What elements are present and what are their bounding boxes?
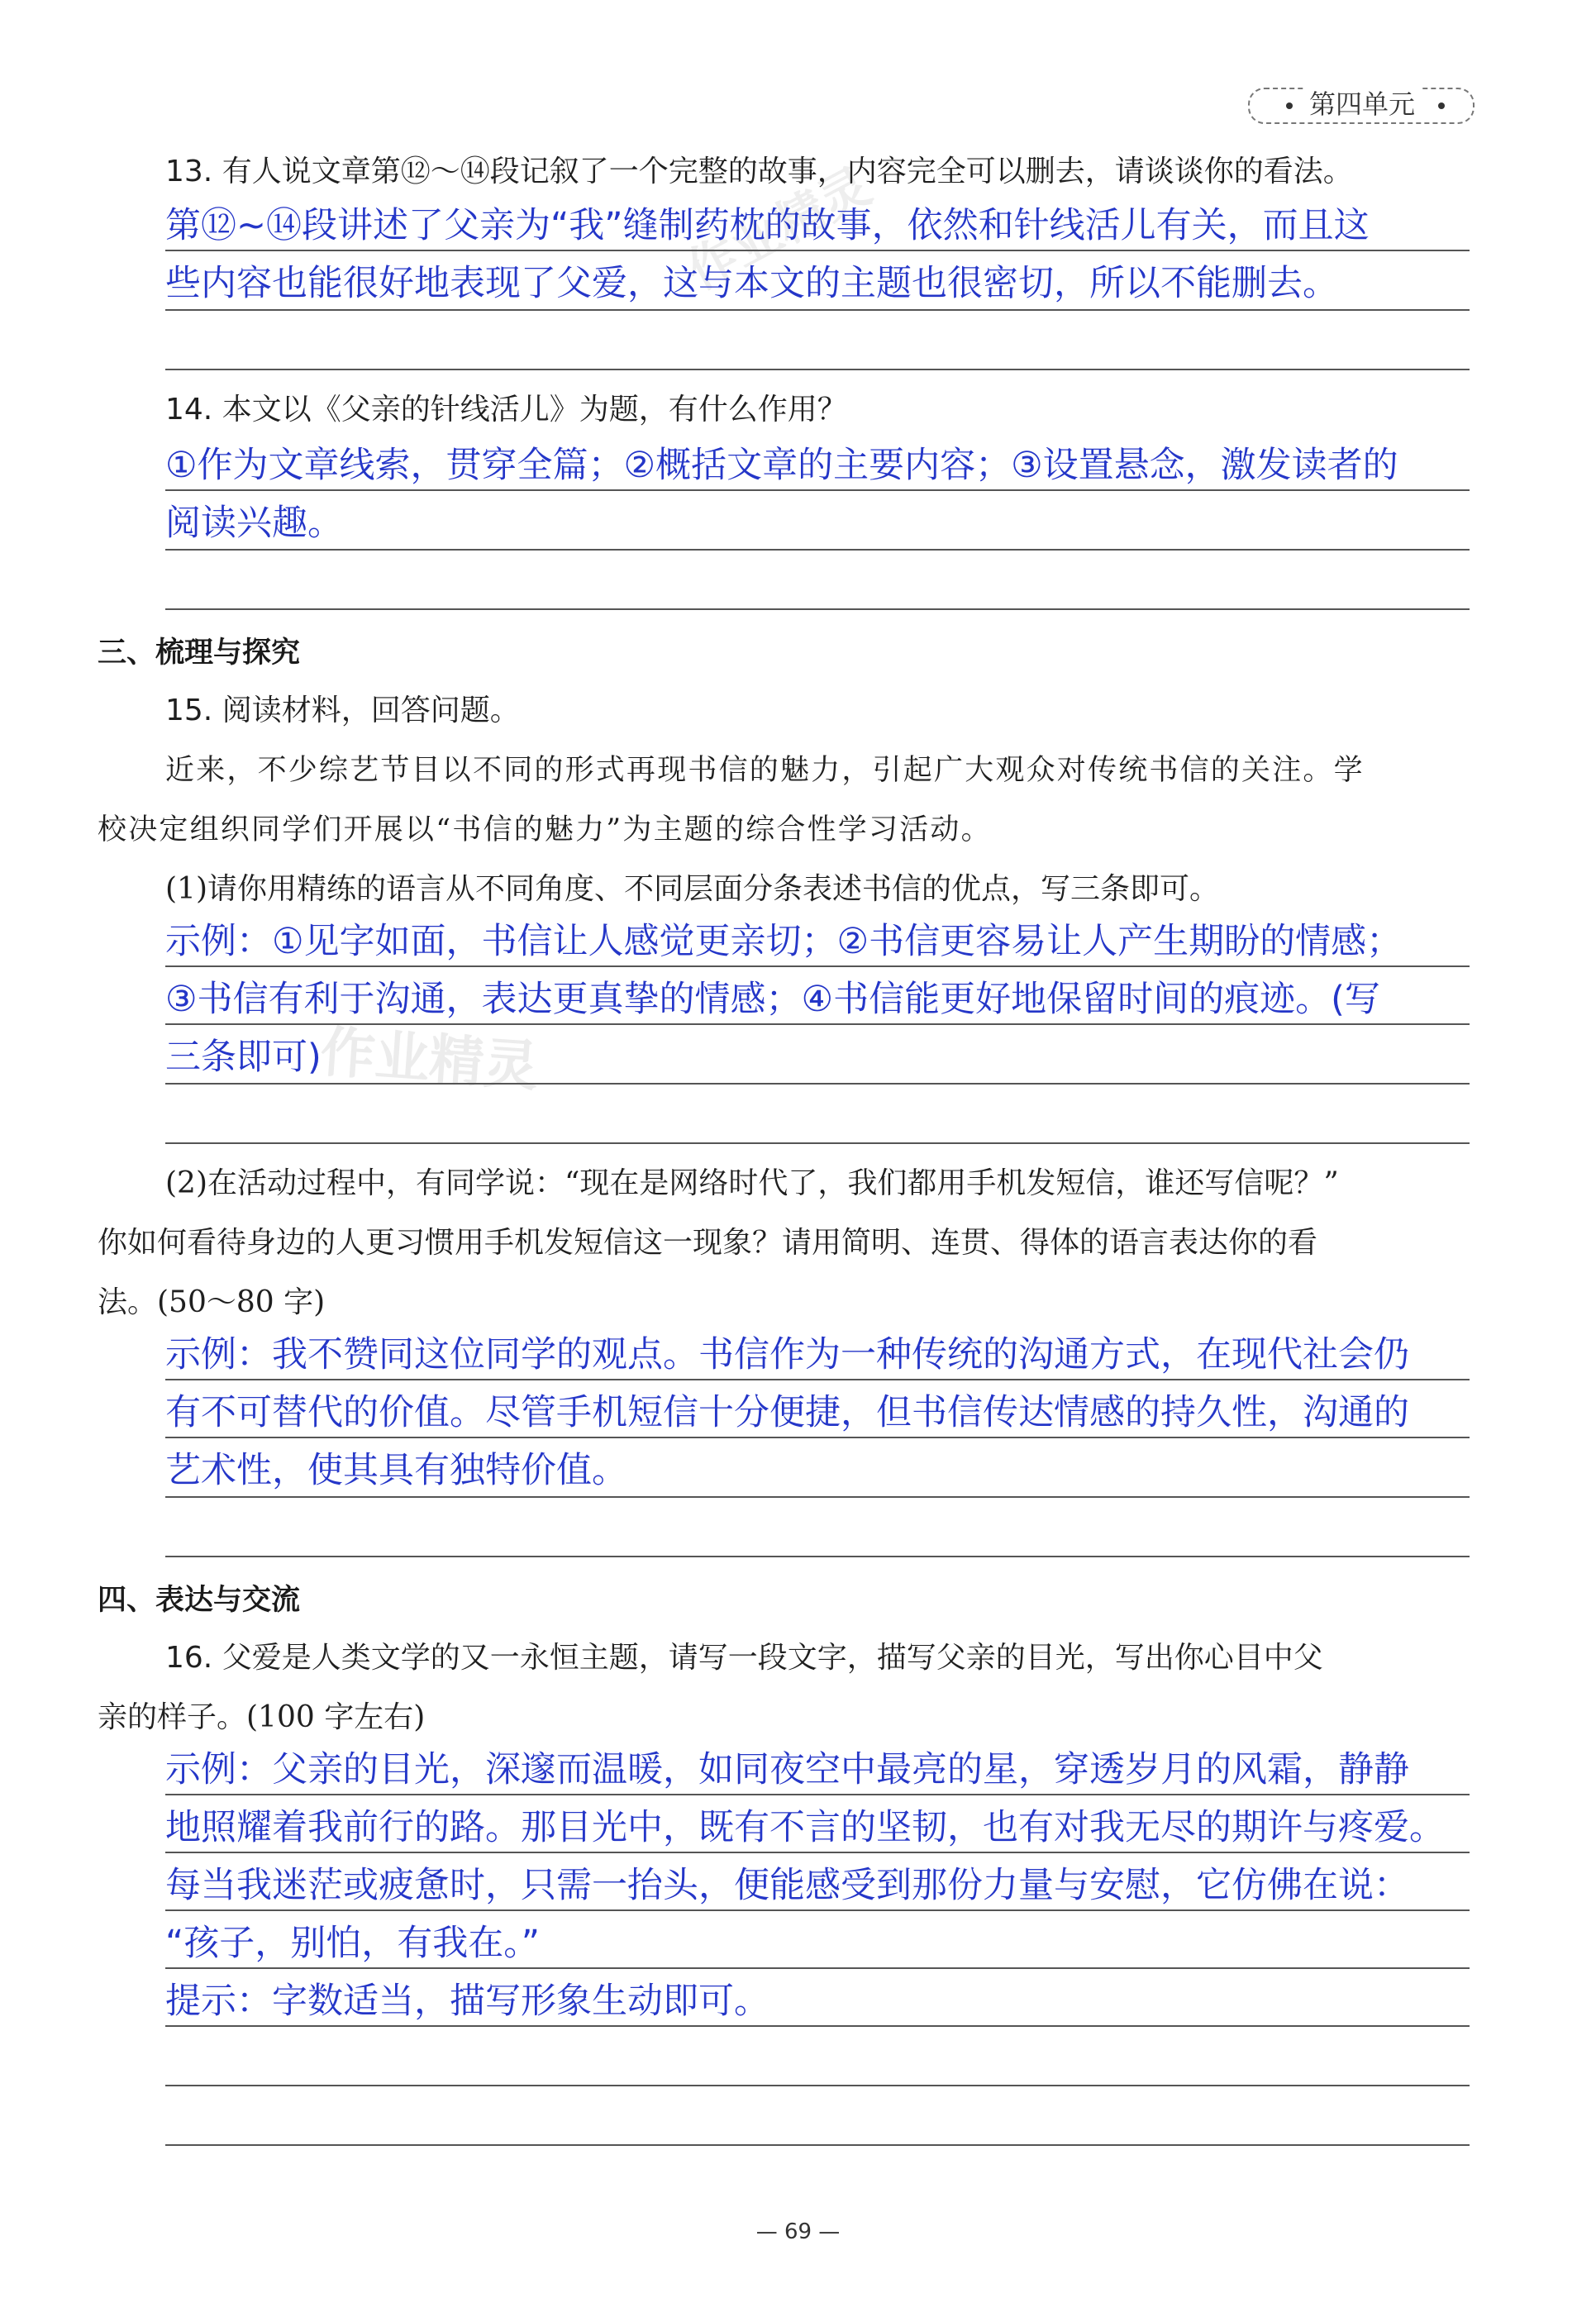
answer-line: 有不可替代的价值。尽管手机短信十分便捷，但书信传达情感的持久性，沟通的 [165, 1392, 1409, 1433]
answer-rule [165, 250, 1470, 251]
unit-title: 第四单元 [1304, 86, 1420, 122]
answer-line: 示例：我不赞同这位同学的观点。书信作为一种传统的沟通方式，在现代社会仍 [165, 1334, 1409, 1375]
answer-rule [165, 608, 1470, 610]
answer-line: 三条即可) [165, 1037, 322, 1078]
question-number: 14. [165, 393, 213, 427]
answer-rule [165, 1023, 1470, 1025]
sub-question-2-line: 你如何看待身边的人更习惯用手机发短信这一现象？请用简明、连贯、得体的语言表达你的看 [98, 1226, 1318, 1260]
material-line: 近来，不少综艺节目以不同的形式再现书信的魅力，引起广大观众对传统书信的关注。学 [165, 754, 1365, 787]
answer-line: “孩子，别怕，有我在。” [165, 1923, 541, 1964]
answer-rule [165, 1909, 1470, 1911]
answer-line: 艺术性，使其具有独特价值。 [165, 1450, 627, 1491]
unit-tag-dot [1286, 103, 1293, 109]
answer-rule [165, 1794, 1470, 1795]
material-line: 校决定组织同学们开展以“书信的魅力”为主题的综合性学习活动。 [98, 813, 992, 846]
question-number: 15. [165, 694, 213, 727]
question-14 [165, 392, 847, 428]
sub-question-2-line: 法。(50～80 字) [98, 1285, 326, 1319]
answer-line: 阅读兴趣。 [165, 503, 343, 544]
sub-question-1: (1)请你用精练的语言从不同角度、不同层面分条表述书信的优点，写三条即可。 [165, 872, 1219, 906]
watermark: 作业精灵 [318, 1019, 541, 1099]
answer-rule [165, 1142, 1470, 1144]
question-15 [165, 693, 520, 729]
answer-line: ①作为文章线索，贯穿全篇；②概括文章的主要内容；③设置悬念，激发读者的 [165, 445, 1398, 486]
answer-rule [165, 489, 1470, 491]
sub-question-2-line: (2)在活动过程中，有同学说：“现在是网络时代了，我们都用手机发短信，谁还写信呢？” [165, 1166, 1339, 1200]
answer-line: 地照耀着我前行的路。那目光中，既有不言的坚韧，也有对我无尽的期许与疼爱。 [165, 1807, 1445, 1848]
answer-rule [165, 1852, 1470, 1853]
question-text: 阅读材料，回答问题。 [222, 694, 520, 727]
unit-tag-dot [1438, 103, 1445, 109]
watermark: 作业精灵 [677, 157, 880, 302]
answer-rule [165, 1556, 1470, 1557]
section-title: 四、表达与交流 [98, 1584, 301, 1617]
answer-rule [165, 309, 1470, 311]
answer-rule [165, 1437, 1470, 1438]
question-text: 亲的样子。(100 字左右) [98, 1700, 426, 1734]
answer-line: 些内容也能很好地表现了父爱，这与本文的主题也很密切，所以不能删去。 [165, 263, 1338, 304]
section-title: 三、梳理与探究 [98, 636, 301, 670]
answer-line: 提示：字数适当，描写形象生动即可。 [165, 1981, 769, 2022]
question-text: 父爱是人类文学的又一永恒主题，请写一段文字，描写父亲的目光，写出你心目中父 [222, 1641, 1323, 1675]
question-text: 有人说文章第⑫～⑭段记叙了一个完整的故事，内容完全可以删去，请谈谈你的看法。 [222, 155, 1353, 188]
answer-line: ③书信有利于沟通，表达更真挚的情感；④书信能更好地保留时间的痕迹。(写 [165, 979, 1380, 1020]
answer-rule [165, 1083, 1470, 1085]
answer-rule [165, 965, 1470, 967]
answer-rule [165, 1967, 1470, 1969]
answer-rule [165, 2144, 1470, 2146]
answer-rule [165, 2025, 1470, 2027]
answer-line: 示例：①见字如面，书信让人感觉更亲切；②书信更容易让人产生期盼的情感； [165, 921, 1403, 962]
page-number-value: 69 [784, 2219, 812, 2244]
answer-line: 示例：父亲的目光，深邃而温暖，如同夜空中最亮的星，穿透岁月的风霜，静静 [165, 1749, 1409, 1790]
answer-rule [165, 549, 1470, 551]
question-number: 16. [165, 1641, 213, 1675]
answer-line: 每当我迷茫或疲惫时，只需一抬头，便能感受到那份力量与安慰，它仿佛在说： [165, 1865, 1409, 1906]
page-number: — 69 — [755, 2219, 841, 2244]
answer-rule [165, 1379, 1470, 1380]
answer-line: 第⑫~⑭段讲述了父亲为“我”缝制药枕的故事，依然和针线活儿有关，而且这 [165, 205, 1370, 246]
answer-rule [165, 1496, 1470, 1498]
question-13 [165, 154, 1353, 190]
question-16 [165, 1640, 1323, 1676]
answer-rule [165, 2085, 1470, 2086]
question-number: 13. [165, 155, 213, 188]
answer-rule [165, 369, 1470, 370]
question-text: 本文以《父亲的针线活儿》为题，有什么作用？ [222, 393, 847, 427]
